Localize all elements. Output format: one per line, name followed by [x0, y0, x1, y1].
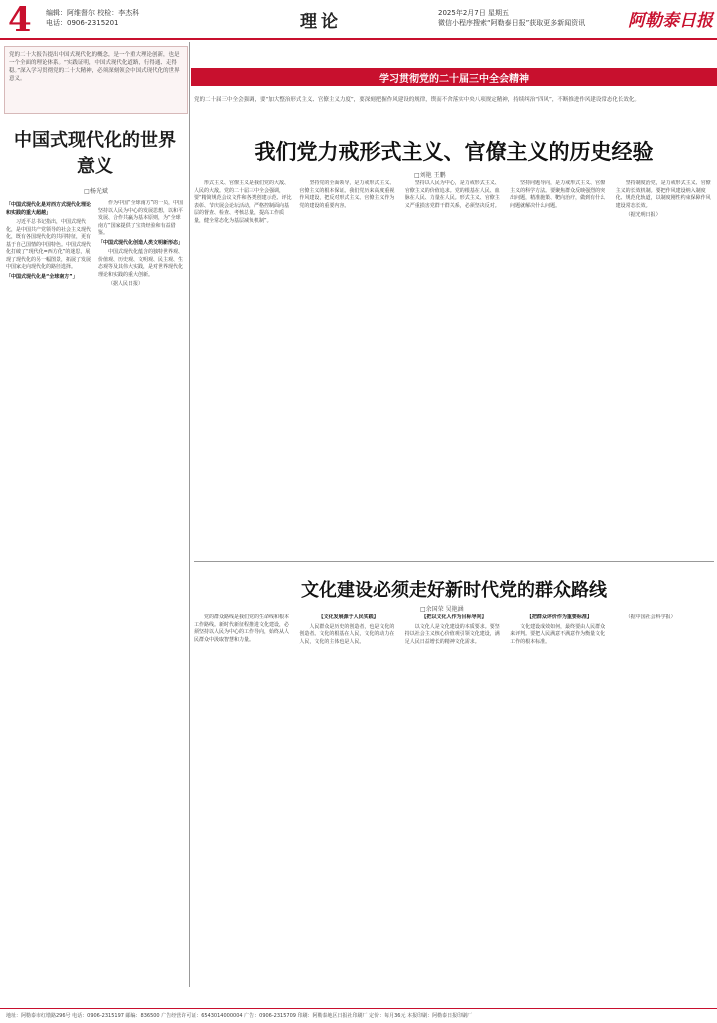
essay-subheading: 「中国式现代化是对西方式现代化理论和实践的重大超越」: [6, 202, 92, 216]
article-two-body: [194, 614, 714, 974]
article-paragraph: 坚持问题导向，是力戒形式主义、官僚主义的科学方法。要聚焦群众反映强烈的突出问题，精准施策、靶向治疗，做到有什么问题就解决什么问题。: [510, 180, 606, 209]
essay-body: [6, 200, 184, 970]
left-intro-box: [4, 46, 188, 114]
article-subheading: 【文化发展源于人民实践】: [318, 614, 379, 620]
article-divider: [194, 561, 714, 562]
article-one-author: □刘艳 王鹏: [414, 172, 446, 179]
left-intro-text: 党的二十大报告提出中国式现代化的概念，是一个重大理论创新，也是一个全面的理论体系。“实践证明，中国式现代化道路，行得通、走得稳。”深入学习贯彻党的二十大精神，必须深刻领会中国式现代化的世界意义。: [9, 52, 180, 82]
article-one-body: [194, 180, 714, 600]
article-paragraph: 人民群众是历史的创造者，也是文化的创造者。文化的根基在人民，文化的动力在人民，文化的主体也是人民。: [299, 623, 395, 645]
article-paragraph: 坚持以人民为中心，是力戒形式主义、官僚主义的价值追求。党的根基在人民、血脉在人民、力量在人民。形式主义、官僚主义严重损害党群干群关系，必须坚决反对。: [404, 180, 500, 209]
page-number: 4: [8, 0, 32, 40]
section-name: 理论: [300, 12, 342, 32]
essay-paragraph: 中国式现代化蕴含的独特世界观、价值观、历史观、文明观、民主观、生态观等及其伟大实践，是对世界现代化理论和实践的重大创新。: [98, 249, 184, 278]
article-source: （据中国社会科学报）: [625, 614, 676, 620]
article-subheading: 【把群众评价作为重要标准】: [526, 614, 592, 620]
essay-author: □杨光斌: [84, 188, 108, 195]
essay-subheading: 「中国式现代化创造人类文明新形态」: [98, 239, 184, 246]
article-two-author: □余国荣 吴艳涵: [420, 606, 464, 613]
imprint-footer: 地址：阿勒泰市红墩路296号 电话：0906-2315197 邮编：836500 广告经营许可证：6543014000004 广告：0906-2315709 印刷：阿勒泰地区日报社印刷厂 定价：每月36元 本报印刷：阿勒泰日报印刷厂: [0, 1008, 717, 1023]
date: 2025年2月7日 星期五: [438, 9, 509, 17]
article-two-title: 文化建设必须走好新时代党的群众路线: [301, 580, 607, 601]
editor-line: 编辑：阿维督尔 校检：李杰科: [46, 9, 140, 17]
newspaper-logo: 阿勒泰日报: [628, 11, 713, 31]
banner-title: 学习贯彻党的二十届三中全会精神: [379, 74, 529, 85]
article-source: （据光明日报）: [625, 212, 661, 218]
topic-banner: [191, 68, 717, 86]
article-paragraph: 文化建设成效如何，最终要由人民群众来评判。要把人民满意不满意作为衡量文化工作的根本标准。: [510, 623, 606, 645]
wechat-hint: 微信小程序搜索“阿勒泰日报”获取更多新闻资讯: [438, 19, 586, 27]
article-subheading: 【把以文化人作为目标导向】: [421, 614, 487, 620]
article-one-title: 我们党力戒形式主义、官僚主义的历史经验: [254, 139, 654, 164]
article-paragraph: 形式主义、官僚主义是我们党的大敌、人民的大敌。党的二十届三中全会强调，要“精简规范会议文件和各类创建示范、评比表彰、节庆展会论坛活动，严格控制面向基层的督查、检查、考核总量，提高工作质量，健全常态化为基层减负机制”。: [194, 180, 292, 224]
essay-title: 中国式现代化的世界意义: [14, 130, 176, 177]
column-divider: [189, 42, 190, 987]
article-paragraph: 坚持制度治党，是力戒形式主义、官僚主义的长效机制。要把作风建设纳入制度化、规范化轨道，以制度刚性约束保障作风建设常态长效。: [615, 180, 711, 209]
article-paragraph: 党的群众路线是我们党的生命线和根本工作路线。新时代新征程推进文化建设，必须坚持以人民为中心的工作导向，始终从人民群众中汲取智慧和力量。: [194, 614, 290, 643]
essay-paragraph: 习近平总书记指出，中国式现代化，是中国共产党领导的社会主义现代化，既有各国现代化的共同特征，更有基于自己国情的中国特色。中国式现代化打破了“现代化=西方化”的迷思，展现了现代化的另一幅图景，拓展了发展中国家走向现代化的路径选择。: [6, 219, 92, 270]
editor-info: [46, 8, 139, 28]
dateline: [438, 8, 585, 28]
article-paragraph: 坚持党的全面领导，是力戒形式主义、官僚主义的根本保证。我们党历来高度重视作风建设，把反对形式主义、官僚主义作为党的建设的重要内容。: [299, 180, 395, 209]
phone-line: 电话：0906-2315201: [46, 19, 119, 27]
essay-subheading: 「中国式现代化是“全球南方”」: [6, 273, 78, 280]
article-paragraph: 以文化人是文化建设的本质要求。要坚持以社会主义核心价值观引领文化建设，满足人民日益增长的精神文化需求。: [404, 623, 500, 645]
masthead: [0, 0, 717, 40]
banner-lead: 党的二十届三中全会强调，要“加大整治形式主义、官僚主义力度”，要深刻把握作风建设的规律，锲而不舍落实中央八项规定精神，持续纠治“四风”，不断推进作风建设常态化长效化。: [194, 97, 640, 103]
essay-paragraph: 作为中国“全球南方”的一员，中国坚持以人民为中心的发展思想，以和平发展、合作共赢为基本原则，为“全球南方”国家提供了宝贵经验和有益借鉴。: [98, 200, 184, 236]
essay-source: （据人民日报）: [108, 281, 144, 287]
